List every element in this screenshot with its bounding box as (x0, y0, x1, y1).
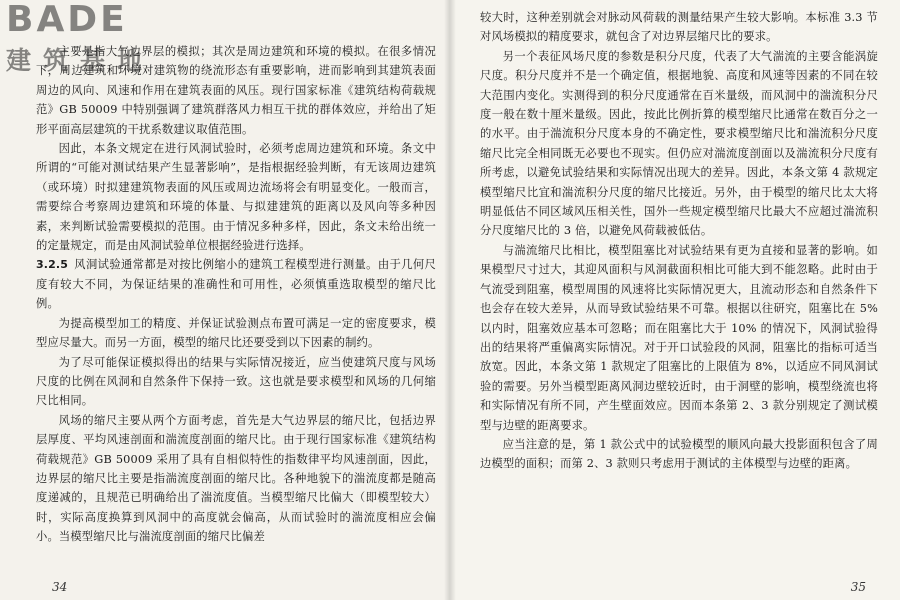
right-paragraph-1: 较大时，这种差别就会对脉动风荷载的测量结果产生较大影响。本标准 3.3 节对风场模拟的精度要求，就包含了对边界层缩尺比的要求。 (480, 11, 878, 44)
clause-3-2-5 (36, 255, 436, 313)
right-paragraph-3: 与湍流缩尺比相比，模型阻塞比对试验结果有更为直接和显著的影响。如果模型尺寸过大，其迎风面积与风洞截面积相比可能大到不能忽略。此时由于气流受到阻塞，模型周围的风速将比实际情况更大，且流动形态和自然条件下也会存在较大差异，从而导致试验结果不可靠。根据以往研究，阻塞比在 5% 以内时，阻塞效应基本可忽略；而在阻塞比大于 10% 的情况下，风洞试验得出的结果将严重偏离实际情况。对于开口试验段的风洞，阻塞比的指标可适当放宽。因此，本条文第 1 款规定了阻塞比的上限值为 8%，以适应不同风洞试验的需要。另外当模型距离风洞边壁较近时，由于洞壁的影响，模型绕流也将和实际情况有所不同，产生壁面效应。因而本条第 2、3 款分别规定了测试模型与边壁的距离要求。 (480, 243, 878, 432)
watermark-latin: BADE (6, 0, 128, 40)
watermark-logo (6, 2, 154, 76)
left-paragraph-5: 风场的缩尺主要从两个方面考虑，首先是大气边界层的缩尺比，包括边界层厚度、平均风速剖面和湍流度剖面的缩尺比。由于现行国家标准《建筑结构荷载规范》GB 50009 采用了具有自相似特性的指数律平均风速剖面，因此，边界层的缩尺比主要是指湍流度剖面的缩尺比。各种地貌下的湍流度都是随高度递减的，且规范已明确给出了湍流度值。当模型缩尺比偏大（即模型较大）时，实际高度换算到风洞中的高度就会偏高，从而试验时的湍流度相应会偏小。当模型缩尺比与湍流度剖面的缩尺比偏差 (36, 413, 436, 544)
watermark-cjk: 建筑基地 (6, 46, 155, 75)
right-paragraph-2: 另一个表征风场尺度的参数是积分尺度，代表了大气湍流的主要含能涡旋尺度。积分尺度并不是一个确定值，根据地貌、高度和风速等因素的不同在较大范围内变化。实测得到的积分尺度通常在百米量级，而风洞中的湍流积分尺度一般在数十厘米量级。因此，按此比例折算的模型缩尺比通常在数百分之一的水平。由于湍流积分尺度本身的不确定性，要求模型缩尺比和湍流积分尺度缩尺比完全相同既无必要也不现实。但仍应对湍流度剖面以及湍流积分尺度有所考虑，以避免试验结果和实际情况出现大的差异。因此，本条文第 4 款规定模型缩尺比宜和湍流积分尺度的缩尺比接近。另外，由于模型的缩尺比太大将明显低估不同区域风压相关性，国外一些规定模型缩尺比最大不应超过湍流积分尺度缩尺比的 3 倍，以避免风荷载被低估。 (480, 49, 878, 238)
left-paragraph-3: 为提高模型加工的精度、并保证试验测点布置可满足一定的密度要求，模型应尽量大。而另一方面，模型的缩尺比还要受到以下因素的制约。 (36, 316, 436, 350)
left-paragraph-1: 主要是指大气边界层的模拟；其次是周边建筑和环境的模拟。在很多情况下，周边建筑和环境对建筑物的绕流形态有重要影响，进而影响到其建筑表面周边的风向、风速和作用在建筑表面的风压。现行国家标准《建筑结构荷载规范》GB 50009 中特别强调了建筑群落风力相互干扰的群体效应，并给出了矩形平面高层建筑的干扰系数建议取值范围。 (36, 45, 436, 136)
left-paragraph-4: 为了尽可能保证模拟得出的结果与实际情况接近，应当使建筑尺度与风场尺度的比例在风洞和自然条件下保持一致。这也就是要求模型和风场的几何缩尺比相同。 (36, 355, 436, 408)
right-paragraph-4: 应当注意的是，第 1 款公式中的试验模型的顺风向最大投影面积包含了周边模型的面积；而第 2、3 款则只考虑用于测试的主体模型与边壁的距离。 (480, 437, 878, 471)
book-gutter (444, 0, 456, 600)
right-page-number: 35 (850, 580, 866, 594)
clause-text: 风洞试验通常都是对按比例缩小的建筑工程模型进行测量。由于几何尺度有较大不同，为保证结果的准确性和可用性，必须慎重选取模型的缩尺比例。 (36, 258, 436, 311)
left-page-number: 34 (52, 580, 68, 594)
left-paragraph-2: 因此，本条文规定在进行风洞试验时，必须考虑周边建筑和环境。条文中所谓的“可能对测试结果产生显著影响”，是指根据经验判断，有无该周边建筑（或环境）时拟建建筑物表面的风压或周边流场将会有明显变化。一般而言，需要综合考察周边建筑和环境的体量、与拟建建筑的距离以及风向等多种因素，来判断试验需要模拟的范围。由于情况多种多样，因此，条文未给出统一的定量规定，而是由风洞试验单位根据经验进行选择。 (36, 142, 436, 253)
clause-number: 3.2.5 (36, 258, 69, 272)
right-page (450, 0, 900, 600)
